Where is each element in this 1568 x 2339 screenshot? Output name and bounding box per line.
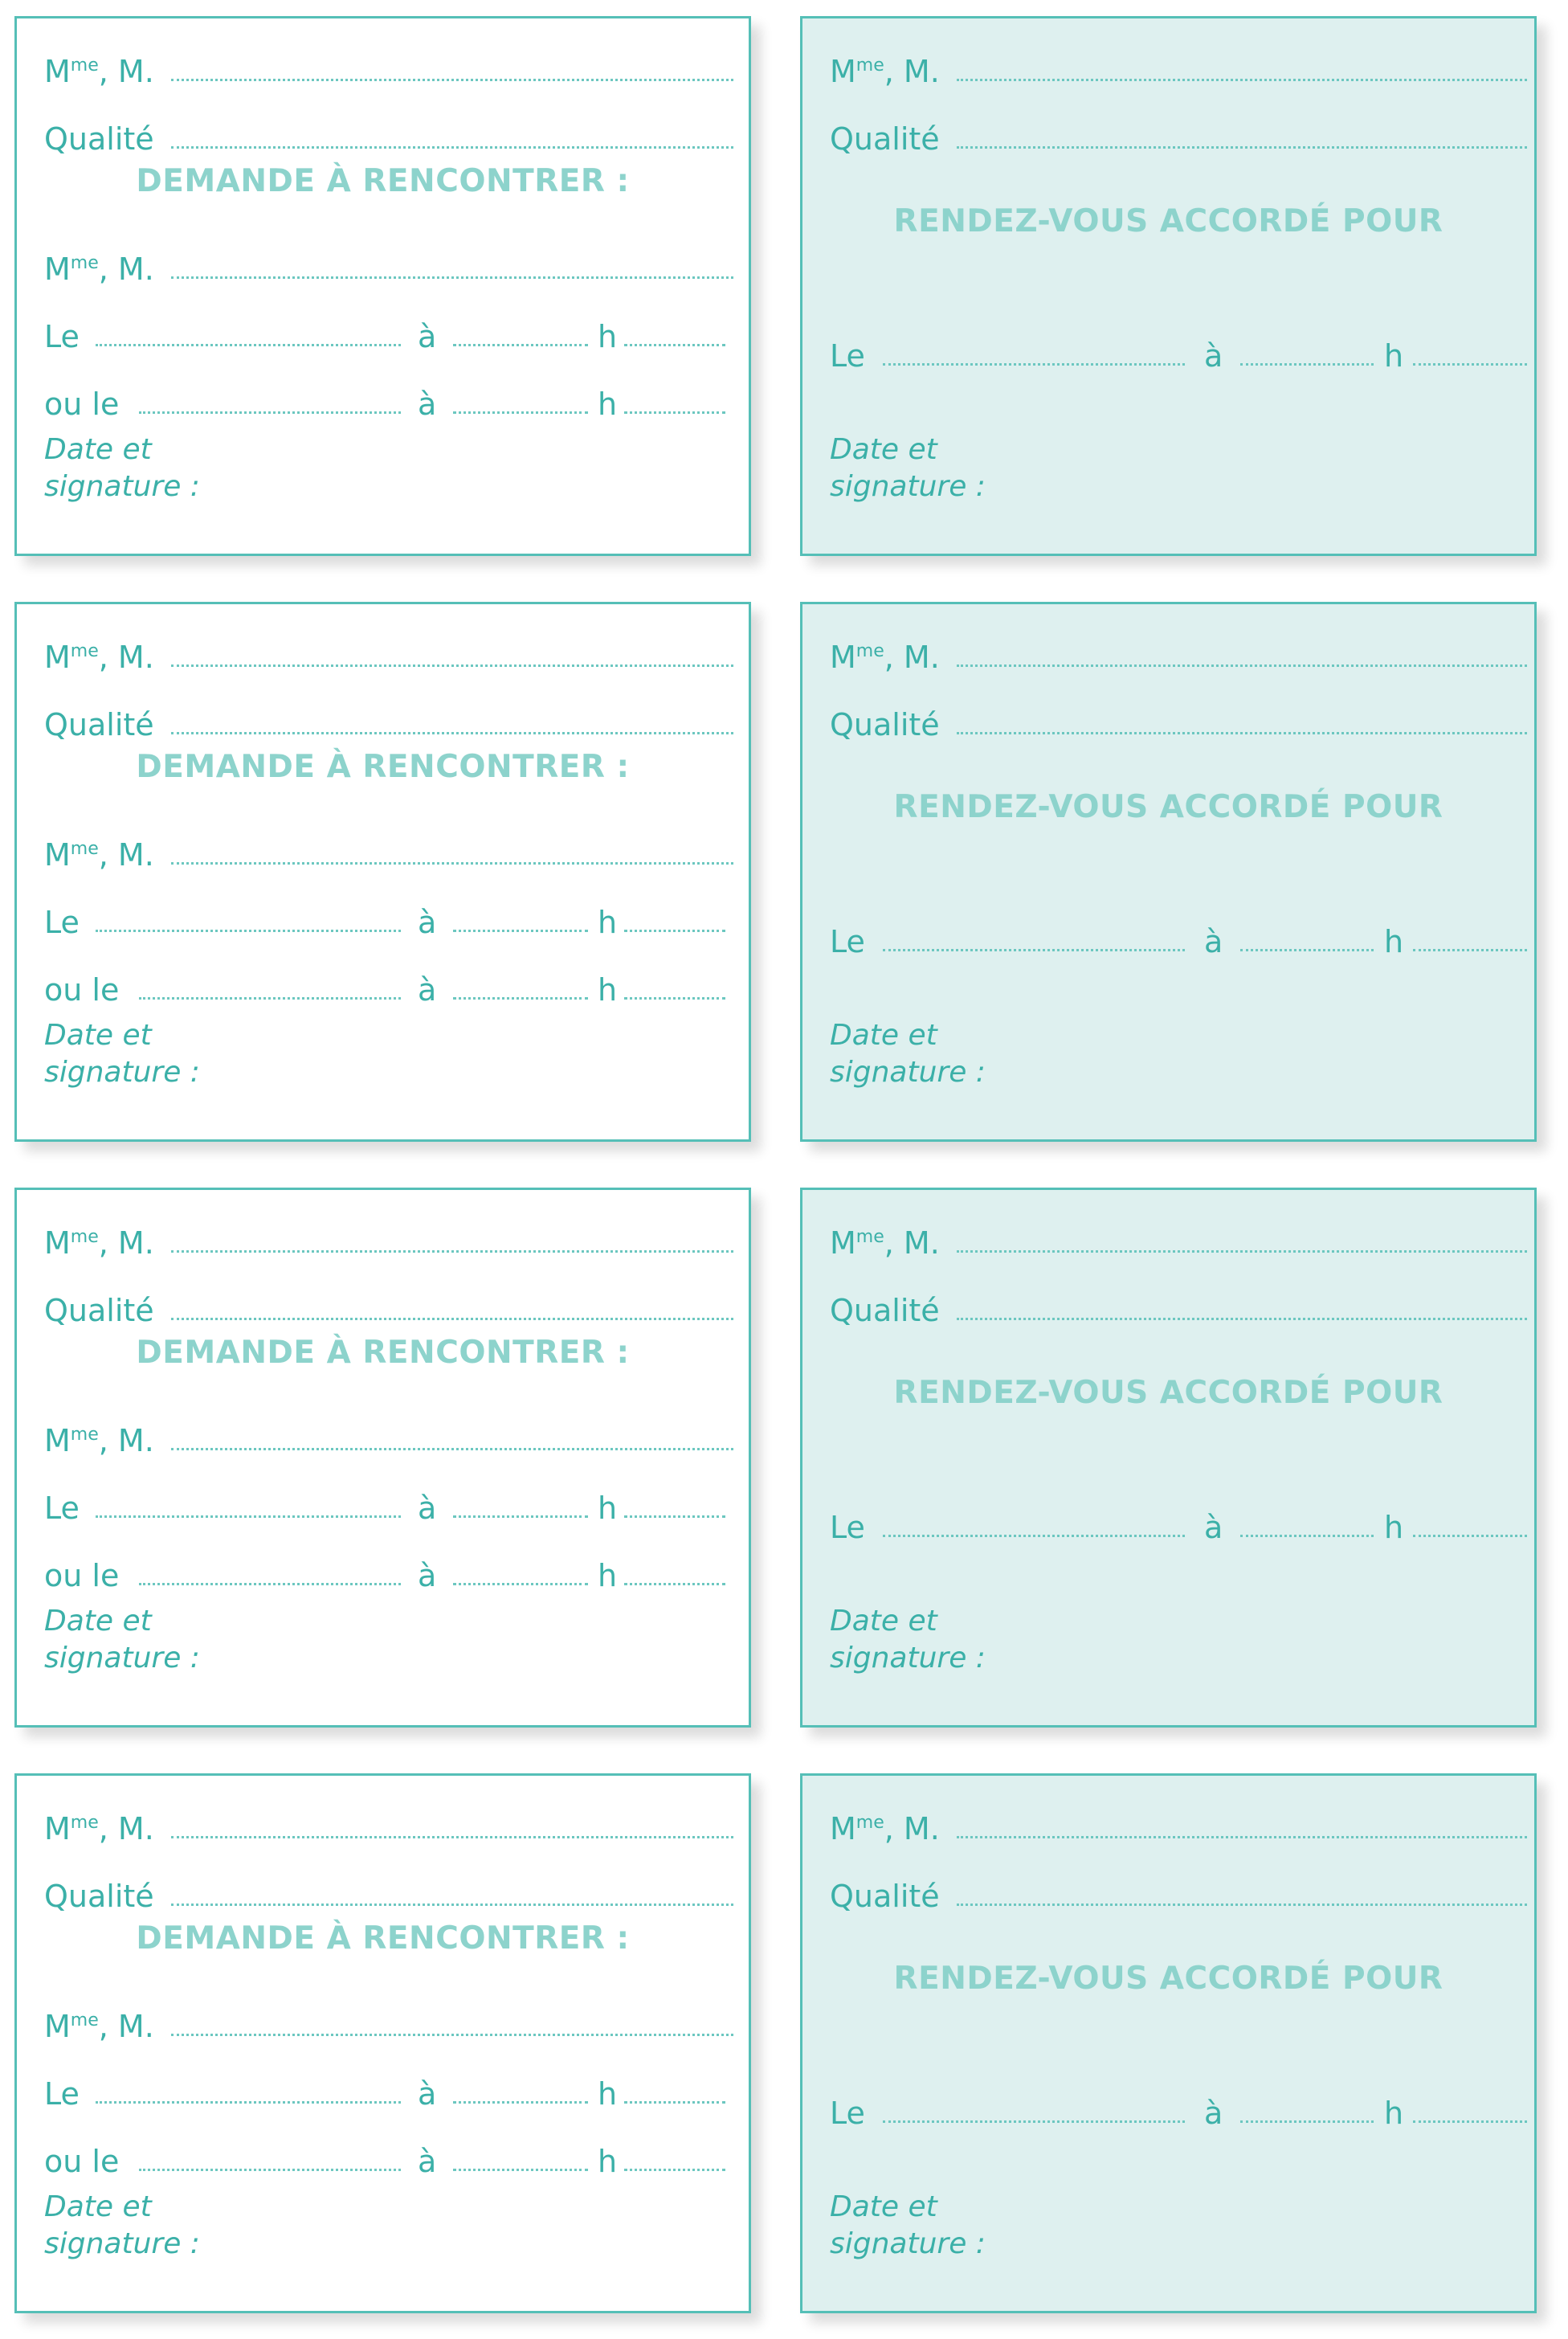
minute-fill-line[interactable] bbox=[1413, 1535, 1527, 1537]
date-label: Le bbox=[44, 905, 80, 940]
target-name-fill-line[interactable] bbox=[171, 1448, 733, 1450]
name-label: $M^{me}$, M. bbox=[830, 1225, 940, 1261]
appointment-card bbox=[800, 1773, 1537, 2313]
at-label: à bbox=[418, 319, 437, 354]
alt-time-fill-line[interactable] bbox=[453, 411, 588, 414]
time-fill-line[interactable] bbox=[1240, 1535, 1374, 1537]
request-title: DEMANDE À RENCONTRER : bbox=[136, 163, 630, 199]
date-fill-line[interactable] bbox=[96, 930, 401, 932]
at-label: à bbox=[1204, 924, 1223, 959]
at-label: à bbox=[418, 1558, 437, 1593]
alt-date-fill-line[interactable] bbox=[139, 1583, 401, 1585]
appointment-card bbox=[800, 16, 1537, 556]
target-name-fill-line[interactable] bbox=[171, 2034, 733, 2036]
target-name-fill-line[interactable] bbox=[171, 862, 733, 865]
at-label: à bbox=[418, 905, 437, 940]
role-fill-line[interactable] bbox=[957, 1318, 1527, 1320]
hour-label: h bbox=[598, 1490, 618, 1526]
date-label: Le bbox=[44, 2076, 80, 2112]
signature-label: Date et signature : bbox=[830, 1605, 986, 1675]
date-label: Le bbox=[44, 1490, 80, 1526]
at-label: à bbox=[418, 972, 437, 1008]
role-fill-line[interactable] bbox=[171, 1904, 733, 1906]
hour-label: h bbox=[598, 1558, 618, 1593]
role-label: Qualité bbox=[44, 121, 154, 157]
name-label: $M^{me}$, M. bbox=[44, 251, 154, 287]
hour-label: h bbox=[1384, 2096, 1404, 2131]
date-fill-line[interactable] bbox=[96, 1515, 401, 1518]
role-fill-line[interactable] bbox=[171, 146, 733, 149]
name-label: $M^{me}$, M. bbox=[830, 640, 940, 675]
time-fill-line[interactable] bbox=[1240, 949, 1374, 951]
alt-date-fill-line[interactable] bbox=[139, 997, 401, 1000]
minute-fill-line[interactable] bbox=[1413, 949, 1527, 951]
hour-label: h bbox=[1384, 1510, 1404, 1545]
time-fill-line[interactable] bbox=[1240, 2120, 1374, 2123]
hour-label: h bbox=[598, 972, 618, 1008]
date-label: Le bbox=[830, 1510, 865, 1545]
date-label: Le bbox=[44, 319, 80, 354]
role-label: Qualité bbox=[44, 707, 154, 742]
date-fill-line[interactable] bbox=[883, 2120, 1185, 2123]
hour-label: h bbox=[1384, 338, 1404, 374]
name-label: $M^{me}$, M. bbox=[44, 640, 154, 675]
hour-label: h bbox=[598, 319, 618, 354]
at-label: à bbox=[418, 386, 437, 422]
request-card bbox=[14, 1773, 751, 2313]
at-label: à bbox=[1204, 1510, 1223, 1545]
hour-label: h bbox=[598, 2144, 618, 2179]
signature-label: Date et signature : bbox=[830, 433, 986, 503]
alt-time-fill-line[interactable] bbox=[453, 1583, 588, 1585]
role-label: Qualité bbox=[830, 1879, 940, 1914]
alt-date-fill-line[interactable] bbox=[139, 411, 401, 414]
name-fill-line[interactable] bbox=[957, 79, 1527, 81]
name-label: $M^{me}$, M. bbox=[830, 1811, 940, 1846]
role-fill-line[interactable] bbox=[957, 732, 1527, 734]
at-label: à bbox=[1204, 2096, 1223, 2131]
date-fill-line[interactable] bbox=[96, 344, 401, 346]
role-fill-line[interactable] bbox=[957, 146, 1527, 149]
minute-fill-line[interactable] bbox=[624, 344, 725, 346]
name-label: $M^{me}$, M. bbox=[44, 1423, 154, 1458]
minute-fill-line[interactable] bbox=[624, 2101, 725, 2104]
request-title: DEMANDE À RENCONTRER : bbox=[136, 749, 630, 785]
name-label: $M^{me}$, M. bbox=[830, 54, 940, 89]
name-label: $M^{me}$, M. bbox=[44, 2009, 154, 2044]
name-fill-line[interactable] bbox=[957, 1836, 1527, 1838]
hour-label: h bbox=[598, 2076, 618, 2112]
alt-minute-fill-line[interactable] bbox=[624, 997, 725, 1000]
minute-fill-line[interactable] bbox=[1413, 363, 1527, 366]
alt-time-fill-line[interactable] bbox=[453, 997, 588, 1000]
appointment-card bbox=[800, 602, 1537, 1142]
role-label: Qualité bbox=[44, 1879, 154, 1914]
minute-fill-line[interactable] bbox=[1413, 2120, 1527, 2123]
request-card bbox=[14, 16, 751, 556]
date-fill-line[interactable] bbox=[883, 363, 1185, 366]
time-fill-line[interactable] bbox=[453, 1515, 588, 1518]
name-label: $M^{me}$, M. bbox=[44, 1225, 154, 1261]
signature-label: Date et signature : bbox=[44, 1019, 200, 1089]
role-label: Qualité bbox=[830, 1293, 940, 1328]
appointment-title: RENDEZ-VOUS ACCORDÉ POUR bbox=[893, 1375, 1443, 1411]
appointment-title: RENDEZ-VOUS ACCORDÉ POUR bbox=[893, 1961, 1443, 1997]
name-label: $M^{me}$, M. bbox=[44, 54, 154, 89]
at-label: à bbox=[418, 1490, 437, 1526]
appointment-title: RENDEZ-VOUS ACCORDÉ POUR bbox=[893, 789, 1443, 825]
signature-label: Date et signature : bbox=[830, 2190, 986, 2260]
request-card bbox=[14, 1188, 751, 1728]
signature-label: Date et signature : bbox=[44, 433, 200, 503]
minute-fill-line[interactable] bbox=[624, 1515, 725, 1518]
role-fill-line[interactable] bbox=[171, 1318, 733, 1320]
name-fill-line[interactable] bbox=[171, 1250, 733, 1253]
alt-date-label: ou le bbox=[44, 386, 120, 422]
name-label: $M^{me}$, M. bbox=[44, 1811, 154, 1846]
name-fill-line[interactable] bbox=[171, 1836, 733, 1838]
alt-date-label: ou le bbox=[44, 1558, 120, 1593]
date-label: Le bbox=[830, 338, 865, 374]
signature-label: Date et signature : bbox=[830, 1019, 986, 1089]
hour-label: h bbox=[598, 905, 618, 940]
time-fill-line[interactable] bbox=[1240, 363, 1374, 366]
at-label: à bbox=[418, 2144, 437, 2179]
role-fill-line[interactable] bbox=[171, 732, 733, 734]
name-fill-line[interactable] bbox=[171, 664, 733, 667]
request-title: DEMANDE À RENCONTRER : bbox=[136, 1335, 630, 1371]
alt-minute-fill-line[interactable] bbox=[624, 2169, 725, 2171]
signature-label: Date et signature : bbox=[44, 1605, 200, 1675]
date-label: Le bbox=[830, 924, 865, 959]
alt-minute-fill-line[interactable] bbox=[624, 1583, 725, 1585]
role-label: Qualité bbox=[830, 121, 940, 157]
appointment-card bbox=[800, 1188, 1537, 1728]
alt-date-label: ou le bbox=[44, 2144, 120, 2179]
minute-fill-line[interactable] bbox=[624, 930, 725, 932]
name-fill-line[interactable] bbox=[957, 1250, 1527, 1253]
date-fill-line[interactable] bbox=[883, 1535, 1185, 1537]
appointment-title: RENDEZ-VOUS ACCORDÉ POUR bbox=[893, 203, 1443, 239]
time-fill-line[interactable] bbox=[453, 930, 588, 932]
name-fill-line[interactable] bbox=[171, 79, 733, 81]
hour-label: h bbox=[598, 386, 618, 422]
role-fill-line[interactable] bbox=[957, 1904, 1527, 1906]
alt-time-fill-line[interactable] bbox=[453, 2169, 588, 2171]
time-fill-line[interactable] bbox=[453, 344, 588, 346]
signature-label: Date et signature : bbox=[44, 2190, 200, 2260]
hour-label: h bbox=[1384, 924, 1404, 959]
at-label: à bbox=[418, 2076, 437, 2112]
alt-date-label: ou le bbox=[44, 972, 120, 1008]
name-fill-line[interactable] bbox=[957, 664, 1527, 667]
request-card bbox=[14, 602, 751, 1142]
name-label: $M^{me}$, M. bbox=[44, 837, 154, 873]
alt-date-fill-line[interactable] bbox=[139, 2169, 401, 2171]
request-title: DEMANDE À RENCONTRER : bbox=[136, 1920, 630, 1957]
date-fill-line[interactable] bbox=[883, 949, 1185, 951]
role-label: Qualité bbox=[44, 1293, 154, 1328]
time-fill-line[interactable] bbox=[453, 2101, 588, 2104]
date-label: Le bbox=[830, 2096, 865, 2131]
alt-minute-fill-line[interactable] bbox=[624, 411, 725, 414]
target-name-fill-line[interactable] bbox=[171, 276, 733, 279]
date-fill-line[interactable] bbox=[96, 2101, 401, 2104]
at-label: à bbox=[1204, 338, 1223, 374]
role-label: Qualité bbox=[830, 707, 940, 742]
